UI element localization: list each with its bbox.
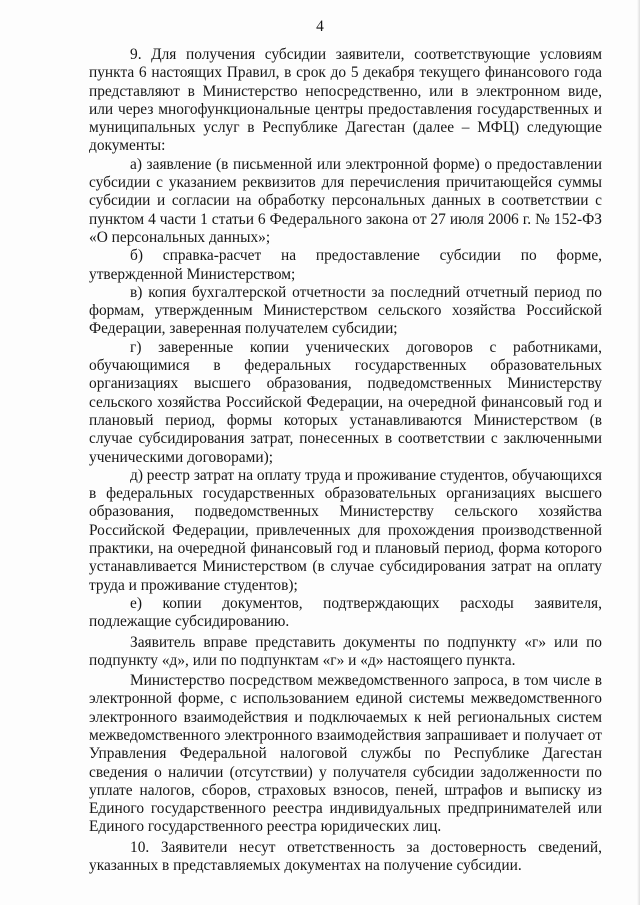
list-item-a: а) заявление (в письменной или электронной форме) о предоставлении субсидии с указанием реквизитов для перечисления причитающейся суммы субсидии и согласии на обработку персональных данных в соответствии с пунктом 4 части 1 статьи 6 Федерального закона от 27 июля 2006 г. № 152-ФЗ «О персональных данных»;	[89, 155, 602, 246]
list-item-g: г) заверенные копии ученических договоров с работниками, обучающимися в федеральных государственных образовательных организациях высшего образования, подведомственных Министерству сельского хозяйства Российской Федерации, на очередной финансовый год и плановый период, формы которых устанавливаются Министерством (в случае субсидирования затрат, понесенных в соответствии с заключенными ученическими договорами);	[89, 338, 602, 466]
paragraph-applicant-right: Заявитель вправе представить документы по подпункту «г» или по подпункту «д», или по подпунктам «г» и «д» настоящего пункта.	[89, 633, 602, 669]
list-item-e: е) копии документов, подтверждающих расходы заявителя, подлежащие субсидированию.	[89, 594, 602, 631]
paragraph-9-intro: 9. Для получения субсидии заявители, соответствующие условиям пункта 6 настоящих Правил, в срок до 5 декабря текущего финансового года представляют в Министерство непосредственно, или в электронном виде, или через многофункциональные центры предоставления государственных и муниципальных услуг в Республике Дагестан (далее – МФЦ) следующие документы:	[89, 46, 602, 155]
page-number: 4	[316, 18, 324, 35]
list-item-b: б) справка-расчет на предоставление субсидии по форме, утвержденной Министерством;	[89, 247, 602, 283]
list-item-d: д) реестр затрат на оплату труда и проживание студентов, обучающихся в федеральных государственных образовательных организациях высшего образования, подведомственных Министерству сельского хозяйства Российской Федерации, привлеченных для прохождения производственной практики, на очередной финансовый год и плановый период, форма которого устанавливается Министерством (в случае субсидирования затрат на оплату труда и проживание студентов);	[89, 466, 602, 594]
paragraph-10: 10. Заявители несут ответственность за достоверность сведений, указанных в представляемых документах на получение субсидии.	[89, 838, 602, 875]
document-body	[89, 46, 602, 875]
list-item-v: в) копия бухгалтерской отчетности за последний отчетный период по формам, утвержденным Министерством сельского хозяйства Российской Федерации, заверенная получателем субсидии;	[89, 283, 602, 338]
paragraph-interagency-request: Министерство посредством межведомственного запроса, в том числе в электронной форме, с использованием единой системы межведомственного электронного взаимодействия и подключаемых к ней региональных систем межведомственного электронного взаимодействия запрашивает и получает от Управления Федеральной налоговой службы по Республике Дагестан сведения о наличии (отсутствии) у получателя субсидии задолженности по уплате налогов, сборов, страховых взносов, пеней, штрафов и выписку из Единого государственного реестра индивидуальных предпринимателей или Единого государственного реестра юридических лиц.	[89, 672, 602, 836]
